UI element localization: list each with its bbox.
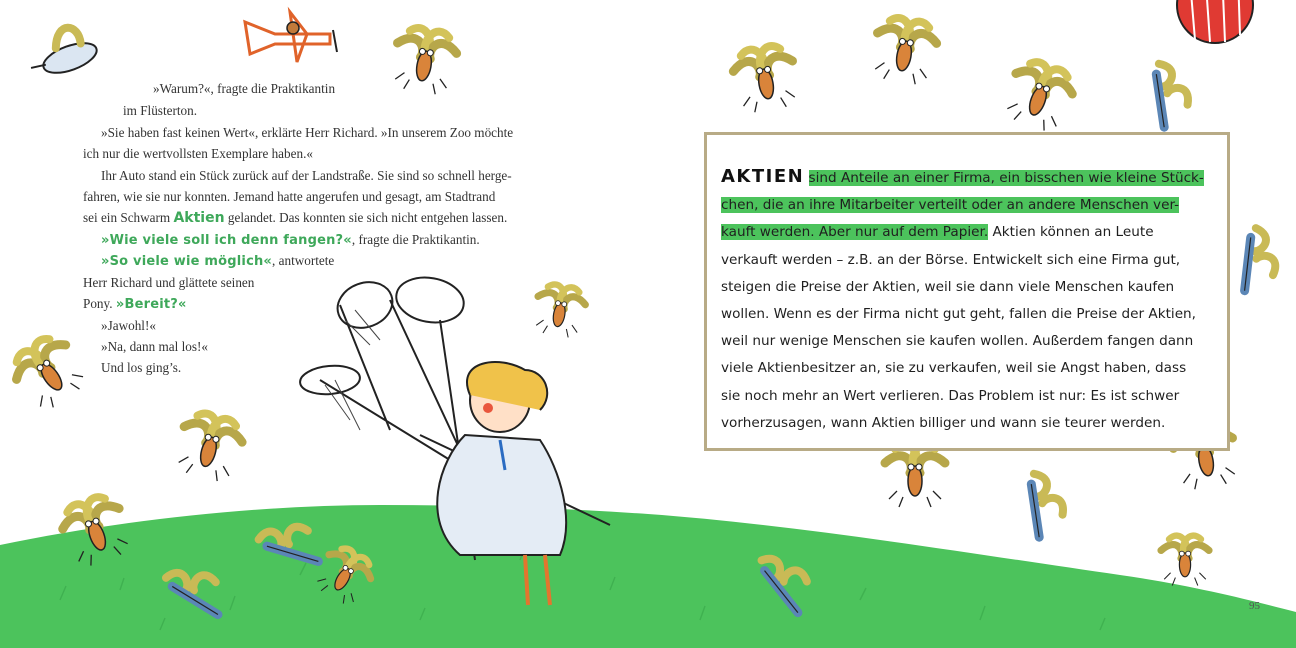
keyword-aktien: Aktien: [173, 210, 225, 226]
bug-15: [1133, 60, 1196, 127]
story-line-12: »Jawohl!«: [101, 318, 156, 333]
definition-term: AKTIEN: [721, 166, 805, 187]
definition-line-10: vorherzusagen, wann Aktien billiger und wann sie teurer werden.: [721, 414, 1166, 431]
story-line-13: »Na, dann mal los!«: [101, 339, 208, 354]
story-line-9: »So viele wie möglich«, antwortete: [101, 253, 335, 269]
red-ball: [1177, 0, 1253, 43]
definition-line-4: verkauft werden – z.B. an der Börse. Entwickelt sich eine Firma gut,: [721, 251, 1181, 268]
story-line-6: fahren, wie sie nur konnten. Jemand hatte angerufen und gesagt, am Stadtrand: [83, 189, 496, 204]
story-line-8: »Wie viele soll ich denn fangen?«, fragte die Praktikantin.: [101, 232, 480, 248]
story-line-1: »Warum?«, fragte die Praktikantin: [153, 81, 336, 96]
quote-how-many: »Wie viele soll ich denn fangen?«: [101, 233, 352, 248]
definition-line-6: wollen. Wenn es der Firma nicht gut geht, fallen die Preise der Aktien,: [721, 306, 1196, 323]
bug-16: [1226, 226, 1280, 291]
bug-12: [1001, 56, 1079, 135]
bug-17: [1008, 470, 1071, 537]
bug-11: [730, 43, 800, 115]
bug-19: [1161, 536, 1209, 586]
story-line-14: Und los ging’s.: [101, 360, 182, 375]
definition-line-9: sie noch mehr an Wert verlieren. Das Problem ist nur: Es ist schwer: [721, 387, 1180, 404]
story-line-2: im Flüsterton.: [123, 103, 197, 118]
definition-line-3: kauft werden. Aber nur auf dem Papier. Aktien können an Leute: [721, 224, 1154, 241]
definition-box: [704, 132, 1230, 451]
story-line-7: sei ein Schwarm Aktien gelandet. Das konnten sie sich nicht entgehen lassen.: [83, 210, 508, 226]
story-line-10: Herr Richard und glättete seinen: [83, 275, 255, 290]
definition-line-7: weil nur wenige Menschen sie kaufen wollen. Außerdem fangen dann: [721, 333, 1194, 350]
bug-13: [885, 445, 945, 507]
story-line-4: ich nur die wertvollsten Exemplare haben.«: [83, 146, 313, 161]
definition-line-8: viele Aktienbesitzer an, sie zu verkaufen, weil sie Angst haben, dass: [721, 360, 1187, 377]
definition-line-2: chen, die an ihre Mitarbeiter verteilt oder an andere Menschen ver-: [721, 197, 1180, 214]
page-number: 95: [1249, 600, 1260, 612]
story-line-11: Pony. »Bereit?«: [83, 296, 187, 312]
definition-text: [721, 163, 1221, 437]
definition-line-5: steigen die Preise der Aktien, weil sie dann viele Menschen kaufen: [721, 278, 1175, 295]
quote-ready: »Bereit?«: [115, 297, 187, 312]
bug-10: [870, 15, 940, 87]
quote-as-many: »So viele wie möglich«: [101, 254, 273, 269]
story-line-5: Ihr Auto stand ein Stück zurück auf der Landstraße. Sie sind so schnell herge-: [101, 168, 512, 183]
definition-line-1: AKTIEN sind Anteile an einer Firma, ein bisschen wie kleine Stück-: [721, 166, 1204, 187]
story-line-3: »Sie haben fast keinen Wert«, erklärte Herr Richard. »In unserem Zoo möchte: [101, 125, 514, 140]
